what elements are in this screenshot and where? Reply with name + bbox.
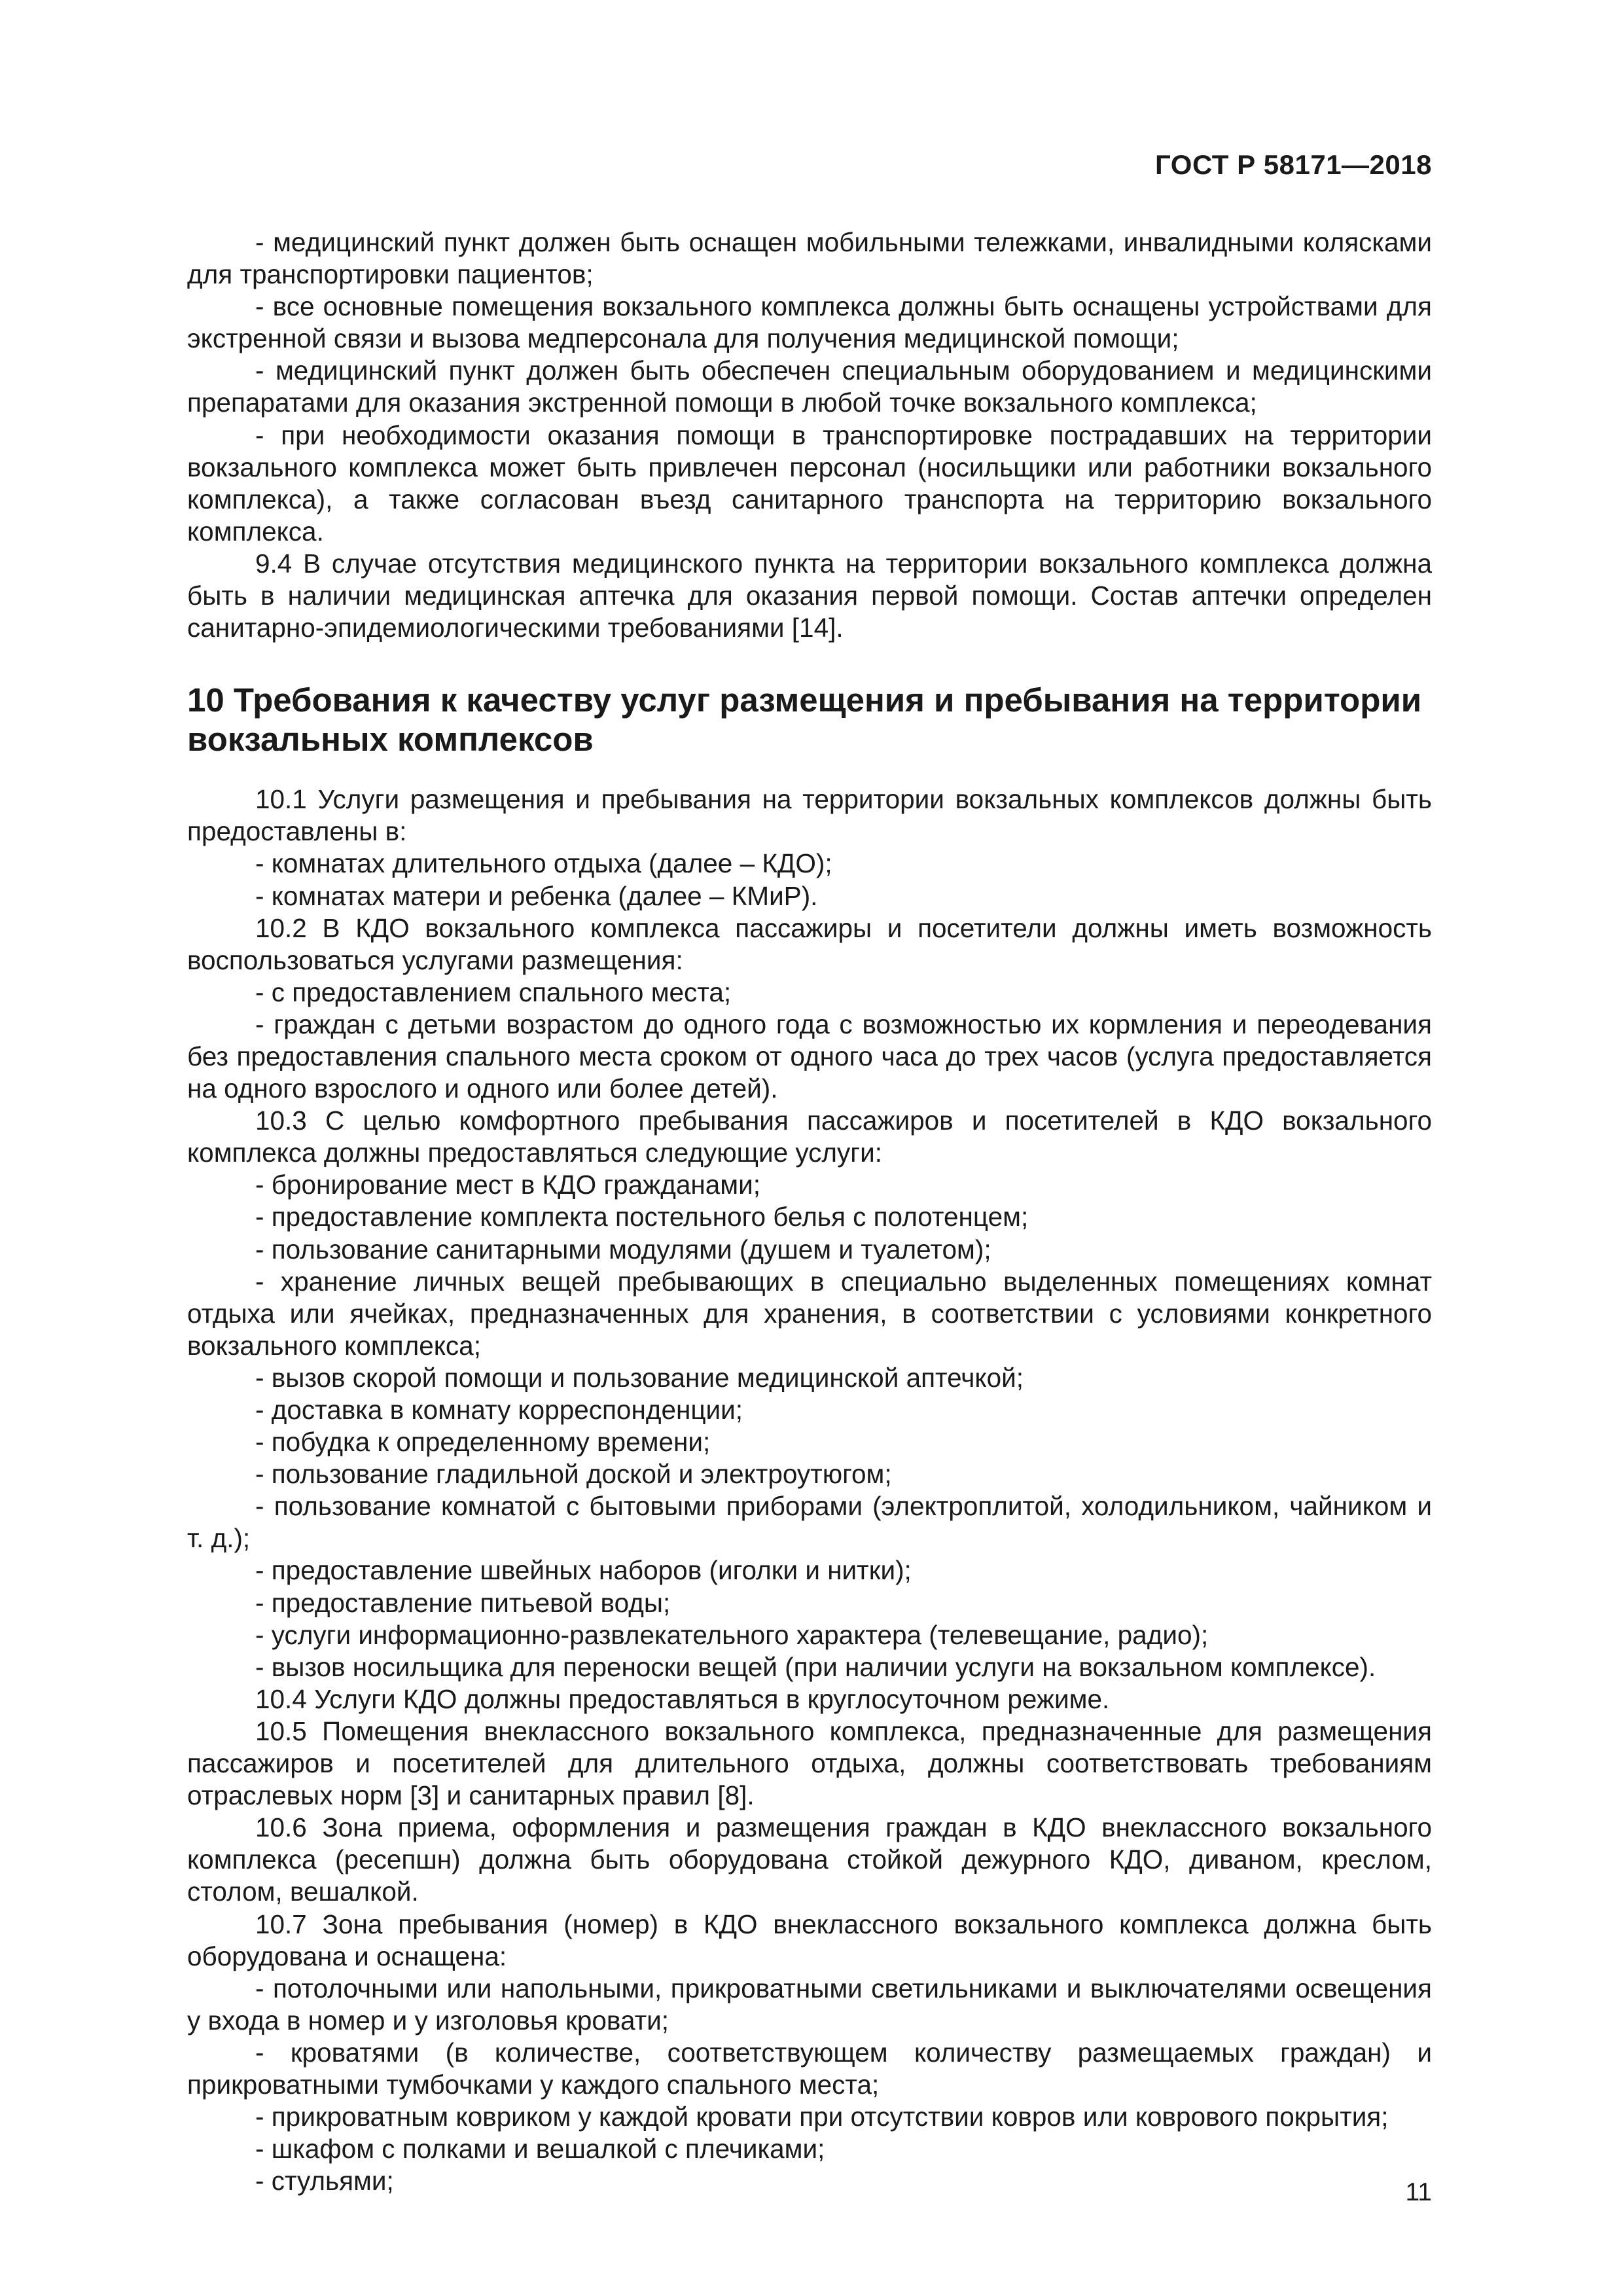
paragraph: 10.6 Зона приема, оформления и размещения граждан в КДО внеклассного вокзального комплекса (ресепшн) должна быть оборудована стойкой дежурного КДО, диваном, креслом, столом, вешалкой. <box>187 1812 1432 1907</box>
paragraph: - медицинский пункт должен быть обеспечен специальным оборудованием и медицинскими препаратами для оказания экстренной помощи в любой точке вокзального комплекса; <box>187 355 1432 418</box>
list-item: - комнатах матери и ребенка (далее – КМиР). <box>255 880 818 911</box>
list-item: - предоставление швейных наборов (иголки и нитки); <box>255 1555 912 1586</box>
list-item: - вызов скорой помощи и пользование медицинской аптечкой; <box>255 1362 1024 1393</box>
list-item: - доставка в комнату корреспонденции; <box>255 1395 743 1425</box>
page-number: 11 <box>1405 2178 1432 2206</box>
document-code-header: ГОСТ Р 58171—2018 <box>1155 149 1432 180</box>
list-item: - пользование комнатой с бытовыми приборами (электроплитой, холодильником, чайником и т. д.); <box>187 1491 1432 1554</box>
paragraph: 9.4 В случае отсутствия медицинского пункта на территории вокзального комплекса должна быть в наличии медицинская аптечка для оказания первой помощи. Состав аптечки определен санитарно-эпидемиологическими требованиями [14]. <box>187 548 1432 643</box>
list-item: - предоставление питьевой воды; <box>255 1587 671 1618</box>
list-item: - вызов носильщика для переноски вещей (при наличии услуги на вокзальном комплексе). <box>255 1651 1376 1682</box>
paragraph: 10.7 Зона пребывания (номер) в КДО внеклассного вокзального комплекса должна быть оборудована и оснащена: <box>187 1909 1432 1971</box>
list-item: - побудка к определенному времени; <box>255 1427 711 1458</box>
paragraph: 10.2 В КДО вокзального комплекса пассажиры и посетители должны иметь возможность воспользоваться услугами размещения: <box>187 912 1432 975</box>
list-item: - пользование гладильной доской и электроутюгом; <box>255 1459 892 1490</box>
list-item: - стульями; <box>255 2166 394 2197</box>
list-item: - бронирование мест в КДО гражданами; <box>255 1170 761 1200</box>
paragraph: 10.4 Услуги КДО должны предоставляться в круглосуточном режиме. <box>255 1683 1110 1714</box>
paragraph: - все основные помещения вокзального комплекса должны быть оснащены устройствами для экстренной связи и вызова медперсонала для получения медицинской помощи; <box>187 291 1432 354</box>
list-item: - кроватями (в количестве, соответствующем количеству размещаемых граждан) и прикроватными тумбочками у каждого спального места; <box>187 2037 1432 2100</box>
list-item: - граждан с детьми возрастом до одного года с возможностью их кормления и переодевания без предоставления спального места сроком от одного часа до трех часов (услуга предоставляется на одного взрослого и одного или более детей). <box>187 1009 1432 1104</box>
list-item: - пользование санитарными модулями (душем и туалетом); <box>255 1234 991 1265</box>
paragraph: 10.1 Услуги размещения и пребывания на территории вокзальных комплексов должны быть предоставлены в: <box>187 784 1432 847</box>
section-heading <box>187 681 1432 759</box>
list-item: - прикроватным ковриком у каждой кровати при отсутствии ковров или коврового покрытия; <box>255 2102 1389 2132</box>
document-body <box>187 226 1432 2197</box>
list-item: - потолочными или напольными, прикроватными светильниками и выключателями освещения у входа в номер и у изголовья кровати; <box>187 1973 1432 2036</box>
list-item: - шкафом с полками и вешалкой с плечиками; <box>255 2134 825 2164</box>
list-item: - предоставление комплекта постельного белья с полотенцем; <box>255 1202 1029 1232</box>
paragraph: 10.3 С целью комфортного пребывания пассажиров и посетителей в КДО вокзального комплекса должны предоставляться следующие услуги: <box>187 1105 1432 1168</box>
paragraph: 10.5 Помещения внеклассного вокзального комплекса, предназначенные для размещения пассажиров и посетителей для длительного отдыха, должны соответствовать требованиям отраслевых норм [3] и санитарных правил [8]. <box>187 1715 1432 1811</box>
list-item: - услуги информационно-развлекательного характера (телевещание, радио); <box>255 1619 1209 1650</box>
list-item: - с предоставлением спального места; <box>255 977 732 1007</box>
paragraph: - медицинский пункт должен быть оснащен мобильными тележками, инвалидными колясками для транспортировки пациентов; <box>187 227 1432 290</box>
list-item: - хранение личных вещей пребывающих в специально выделенных помещениях комнат отдыха или ячейках, предназначенных для хранения, в соответствии с условиями конкретного вокзального комплекса; <box>187 1266 1432 1361</box>
section-title-text: 10 Требования к качеству услуг размещения и пребывания на территории вокзальных комплексов <box>187 681 1422 759</box>
list-item: - комнатах длительного отдыха (далее – КДО); <box>255 848 832 879</box>
paragraph: - при необходимости оказания помощи в транспортировке пострадавших на территории вокзального комплекса может быть привлечен персонал (носильщики или работники вокзального комплекса), а также согласован въезд санитарного транспорта на территорию вокзального комплекса. <box>187 420 1432 547</box>
